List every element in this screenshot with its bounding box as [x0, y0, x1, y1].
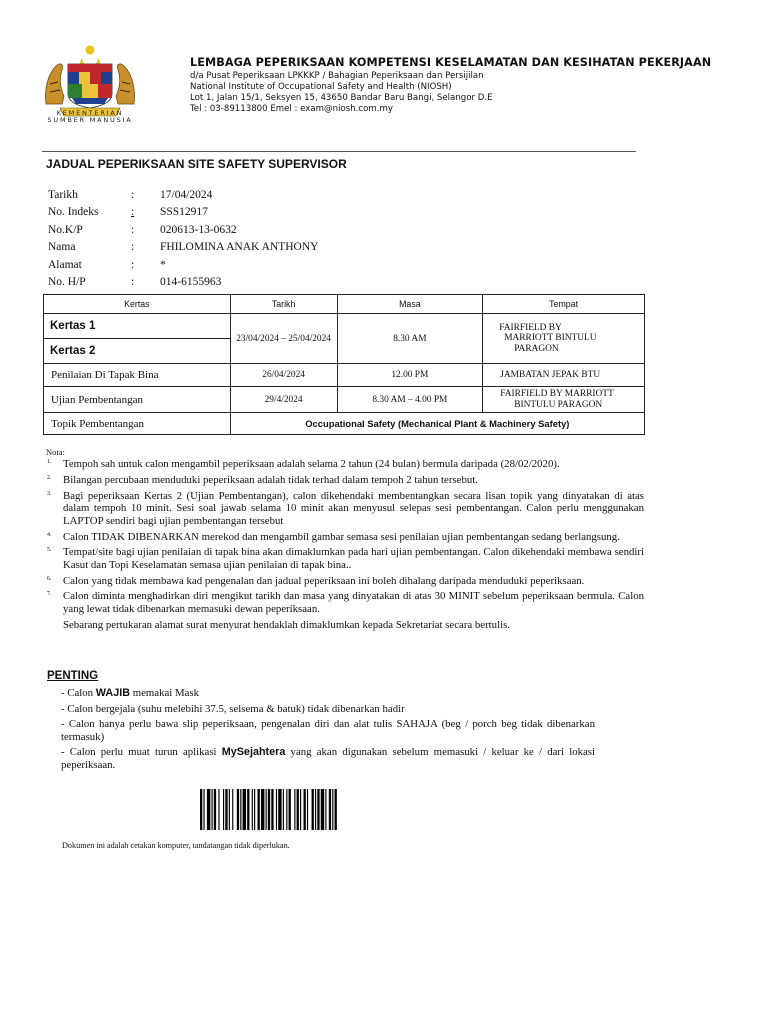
barcode-bar — [294, 789, 295, 830]
barcode-bar — [243, 789, 246, 830]
note-text: Bilangan percubaan menduduki peperiksaan adalah tidak terhad dalam tempoh 2 tahun tersebut. — [63, 473, 478, 486]
note-text: Tempoh sah untuk calon mengambil peperiksaan adalah selama 2 tahun (24 bulan) bermula daripada (28/02/2020). — [63, 458, 560, 470]
candidate-info — [48, 186, 318, 291]
organization-contact-line: Tel : 03-89113800 Emel : exam@niosh.com.my — [190, 104, 393, 114]
barcode-bar — [315, 789, 316, 830]
note-number: 2. — [47, 474, 52, 481]
barcode-bar — [332, 789, 333, 830]
note-number: 4. — [47, 531, 52, 538]
kertas-time: 8.30 AM — [337, 314, 483, 364]
info-value: FHILOMINA ANAK ANTHONY — [160, 241, 319, 254]
info-separator: : — [131, 223, 135, 236]
venue-line: PARAGON — [514, 343, 559, 354]
penting-heading: PENTING — [47, 670, 99, 682]
penting-item — [61, 746, 595, 771]
notes-heading: Nota: — [46, 447, 65, 457]
info-label: Alamat — [48, 258, 82, 271]
organization-name: LEMBAGA PEPERIKSAAN KOMPETENSI KESELAMATAN DAN KESIHATAN PEKERJAAN — [190, 56, 712, 69]
barcode-bar — [325, 789, 326, 830]
barcode-bar — [286, 789, 287, 830]
barcode-bar — [276, 789, 277, 830]
info-row-alamat — [48, 256, 318, 274]
barcode-bar — [321, 789, 324, 830]
ujian-venue — [483, 387, 645, 413]
info-label: Nama — [48, 241, 76, 254]
info-separator: : — [131, 206, 135, 219]
info-row-nama — [48, 239, 318, 257]
note-item — [44, 490, 644, 528]
table-row — [44, 387, 645, 413]
organization-address-line: d/a Pusat Peperiksaan LPKKKP / Bahagian Peperiksaan dan Persijilan — [190, 71, 484, 81]
penting-item — [61, 718, 595, 743]
table-header: Masa — [337, 295, 483, 314]
organization-header — [190, 56, 711, 115]
table-header: Tarikh — [230, 295, 337, 314]
table-header: Tempat — [483, 295, 645, 314]
penting-emphasis: MySejahtera — [221, 746, 286, 759]
barcode-bar — [307, 789, 308, 830]
kertas-venue — [483, 314, 645, 364]
info-row-tarikh — [48, 186, 318, 204]
barcode-bar — [247, 789, 249, 830]
barcode-bar — [252, 789, 253, 830]
footer-note: Dokumen ini adalah cetakan komputer, tandatangan tidak diperlukan. — [62, 841, 290, 850]
barcode-bar — [329, 789, 331, 830]
barcode-bar — [317, 789, 319, 830]
info-value: 014-6155963 — [160, 276, 222, 289]
note-number: 6. — [47, 575, 52, 582]
penting-text: memakai Mask — [130, 687, 199, 699]
barcode-bar — [268, 789, 270, 830]
barcode-bar — [300, 789, 301, 830]
topik-value: Occupational Safety (Mechanical Plant & Machinery Safety) — [230, 413, 644, 435]
penting-list — [61, 687, 595, 775]
info-separator: : — [131, 258, 135, 271]
barcode-bar — [218, 789, 219, 830]
note-item — [44, 458, 644, 471]
penilaian-date: 26/04/2024 — [230, 364, 337, 387]
barcode-bar — [335, 789, 337, 830]
barcode-bar — [261, 789, 264, 830]
barcode-bar — [237, 789, 239, 830]
table-row — [44, 364, 645, 387]
note-number: 1. — [47, 459, 52, 465]
penilaian-venue: JAMBATAN JEPAK BTU — [483, 364, 645, 387]
barcode-bar — [203, 789, 204, 830]
info-separator: : — [131, 188, 135, 201]
penting-text: yang akan digunakan sebelum memasuki / keluar ke / dari lokasi peperiksaan. — [61, 746, 595, 771]
barcode-bar — [223, 789, 224, 830]
info-value: SSS12917 — [160, 206, 208, 219]
note-number: 3. — [47, 490, 52, 497]
info-separator: : — [131, 276, 135, 289]
ujian-time: 8.30 AM – 4.00 PM — [337, 387, 483, 413]
note-item — [44, 575, 644, 588]
kertas-2-label: Kertas 2 — [44, 339, 231, 364]
note-number: 7. — [47, 591, 52, 598]
note-text: Sebarang pertukaran alamat surat menyurat hendaklah dimaklumkan kepada Sekretariat secara bertulis. — [63, 618, 510, 631]
table-row — [44, 314, 645, 339]
barcode-bar — [289, 789, 291, 830]
barcode-image — [200, 789, 385, 830]
venue-line: MARRIOTT BINTULU — [504, 333, 597, 344]
info-row-no-kp — [48, 221, 318, 239]
venue-line: BINTULU PARAGON — [514, 399, 603, 410]
notes-list — [44, 458, 644, 635]
penilaian-label: Penilaian Di Tapak Bina — [44, 364, 231, 387]
barcode-bar — [283, 789, 284, 830]
kertas-date: 23/04/2024 – 25/04/2024 — [230, 314, 337, 364]
info-label: No. H/P — [48, 276, 86, 289]
info-row-no-indeks — [48, 204, 318, 222]
note-number: 5. — [47, 547, 52, 554]
info-value: 020613-13-0632 — [160, 223, 237, 236]
note-item — [44, 531, 644, 544]
barcode-bar — [240, 789, 241, 830]
penilaian-time: 12.00 PM — [337, 364, 483, 387]
penting-text: - Calon — [61, 687, 96, 699]
barcode-bar — [271, 789, 273, 830]
barcode-bar — [266, 789, 267, 830]
note-item — [44, 546, 644, 571]
barcode-bar — [225, 789, 227, 830]
barcode-bar — [258, 789, 260, 830]
note-text: Calon TIDAK DIBENARKAN merekod dan mengambil gambar semasa sesi penilaian ujian pembentangan sedang berlangsung. — [63, 530, 620, 543]
exam-schedule-table — [43, 294, 645, 435]
organization-address-line: National Institute of Occupational Safety and Health (NIOSH) — [190, 82, 452, 92]
barcode-bar — [254, 789, 255, 830]
barcode-bar — [214, 789, 216, 830]
note-text: Tempat/site bagi ujian penilaian di tapak bina akan dimaklumkan pada hari ujian pembentangan. Calon dikehendaki membawa sendiri Kasut dan Topi Keselamatan semasa ujian penilaian di tapak bina.. — [63, 546, 644, 571]
penting-item — [61, 703, 595, 716]
penting-text: - Calon hanya perlu bawa slip peperiksaan, pengenalan diri dan alat tulis SAHAJA (beg / porch beg tidak dibenarkan termasuk) — [61, 718, 595, 743]
venue-line: FAIRFIELD BY MARRIOTT — [500, 389, 614, 399]
organization-address-line: Lot 1, Jalan 15/1, Seksyen 15, 43650 Bandar Baru Bangi, Selangor D.E — [190, 93, 493, 103]
penting-text: - Calon bergejala (suhu melebihi 37.5, selsema & batuk) tidak dibenarkan hadir — [61, 702, 405, 715]
barcode-bar — [232, 789, 233, 830]
crest-caption: KEMENTERIAN SUMBER MANUSIA — [47, 109, 133, 124]
note-text: Calon yang tidak membawa kad pengenalan dan jadual peperiksaan ini boleh dihalang daripada menduduki peperiksaan. — [63, 574, 585, 587]
table-row — [44, 413, 645, 435]
note-item — [44, 590, 644, 615]
penting-item — [61, 687, 595, 700]
ujian-date: 29/4/2024 — [230, 387, 337, 413]
info-row-no-hp — [48, 274, 318, 292]
note-text: Calon diminta menghadirkan diri mengikut tarikh dan masa yang dinyatakan di atas 30 MINIT sebelum peperiksaan bermula. Calon yang lewat tidak dibenarkan memasuki dewan peperiksaan. — [63, 590, 644, 616]
penting-emphasis: WAJIB — [95, 687, 130, 699]
info-value: * — [160, 258, 166, 271]
table-header-row — [44, 295, 645, 314]
barcode-bar — [229, 789, 230, 830]
penting-text: - Calon perlu muat turun aplikasi — [61, 746, 222, 759]
kertas-1-label: Kertas 1 — [44, 314, 231, 339]
document-title: JADUAL PEPERIKSAAN SITE SAFETY SUPERVISOR — [46, 157, 347, 171]
ujian-label: Ujian Pembentangan — [44, 387, 231, 413]
barcode-bar — [278, 789, 281, 830]
table-header: Kertas — [44, 295, 231, 314]
barcode-bar — [297, 789, 299, 830]
venue-line: FAIRFIELD BY — [499, 322, 562, 333]
barcode-bar — [212, 789, 213, 830]
header-divider — [42, 151, 636, 152]
barcode-bar — [200, 789, 202, 830]
info-label: No.K/P — [48, 223, 83, 236]
barcode-bar — [304, 789, 306, 830]
barcode-bar — [312, 789, 314, 830]
info-value: 17/04/2024 — [160, 188, 213, 201]
info-label: Tarikh — [48, 188, 78, 201]
info-label: No. Indeks — [48, 206, 99, 219]
topik-label: Topik Pembentangan — [44, 413, 231, 435]
note-item — [44, 474, 644, 487]
info-separator: : — [131, 241, 135, 254]
note-text: Bagi peperiksaan Kertas 2 (Ujian Pembentangan), calon dikehendaki membentangkan secara lisan topik yang dinyatakan di atas dalam tempoh 10 minit. Sesi soal jawab selama 10 minit akan menyusul selepas sesi pembentangan. Calon perlu menggunakan LAPTOP sendiri bagi ujian pembentangan tersebut — [63, 489, 644, 527]
barcode-bar — [207, 789, 210, 830]
note-item — [44, 619, 644, 632]
